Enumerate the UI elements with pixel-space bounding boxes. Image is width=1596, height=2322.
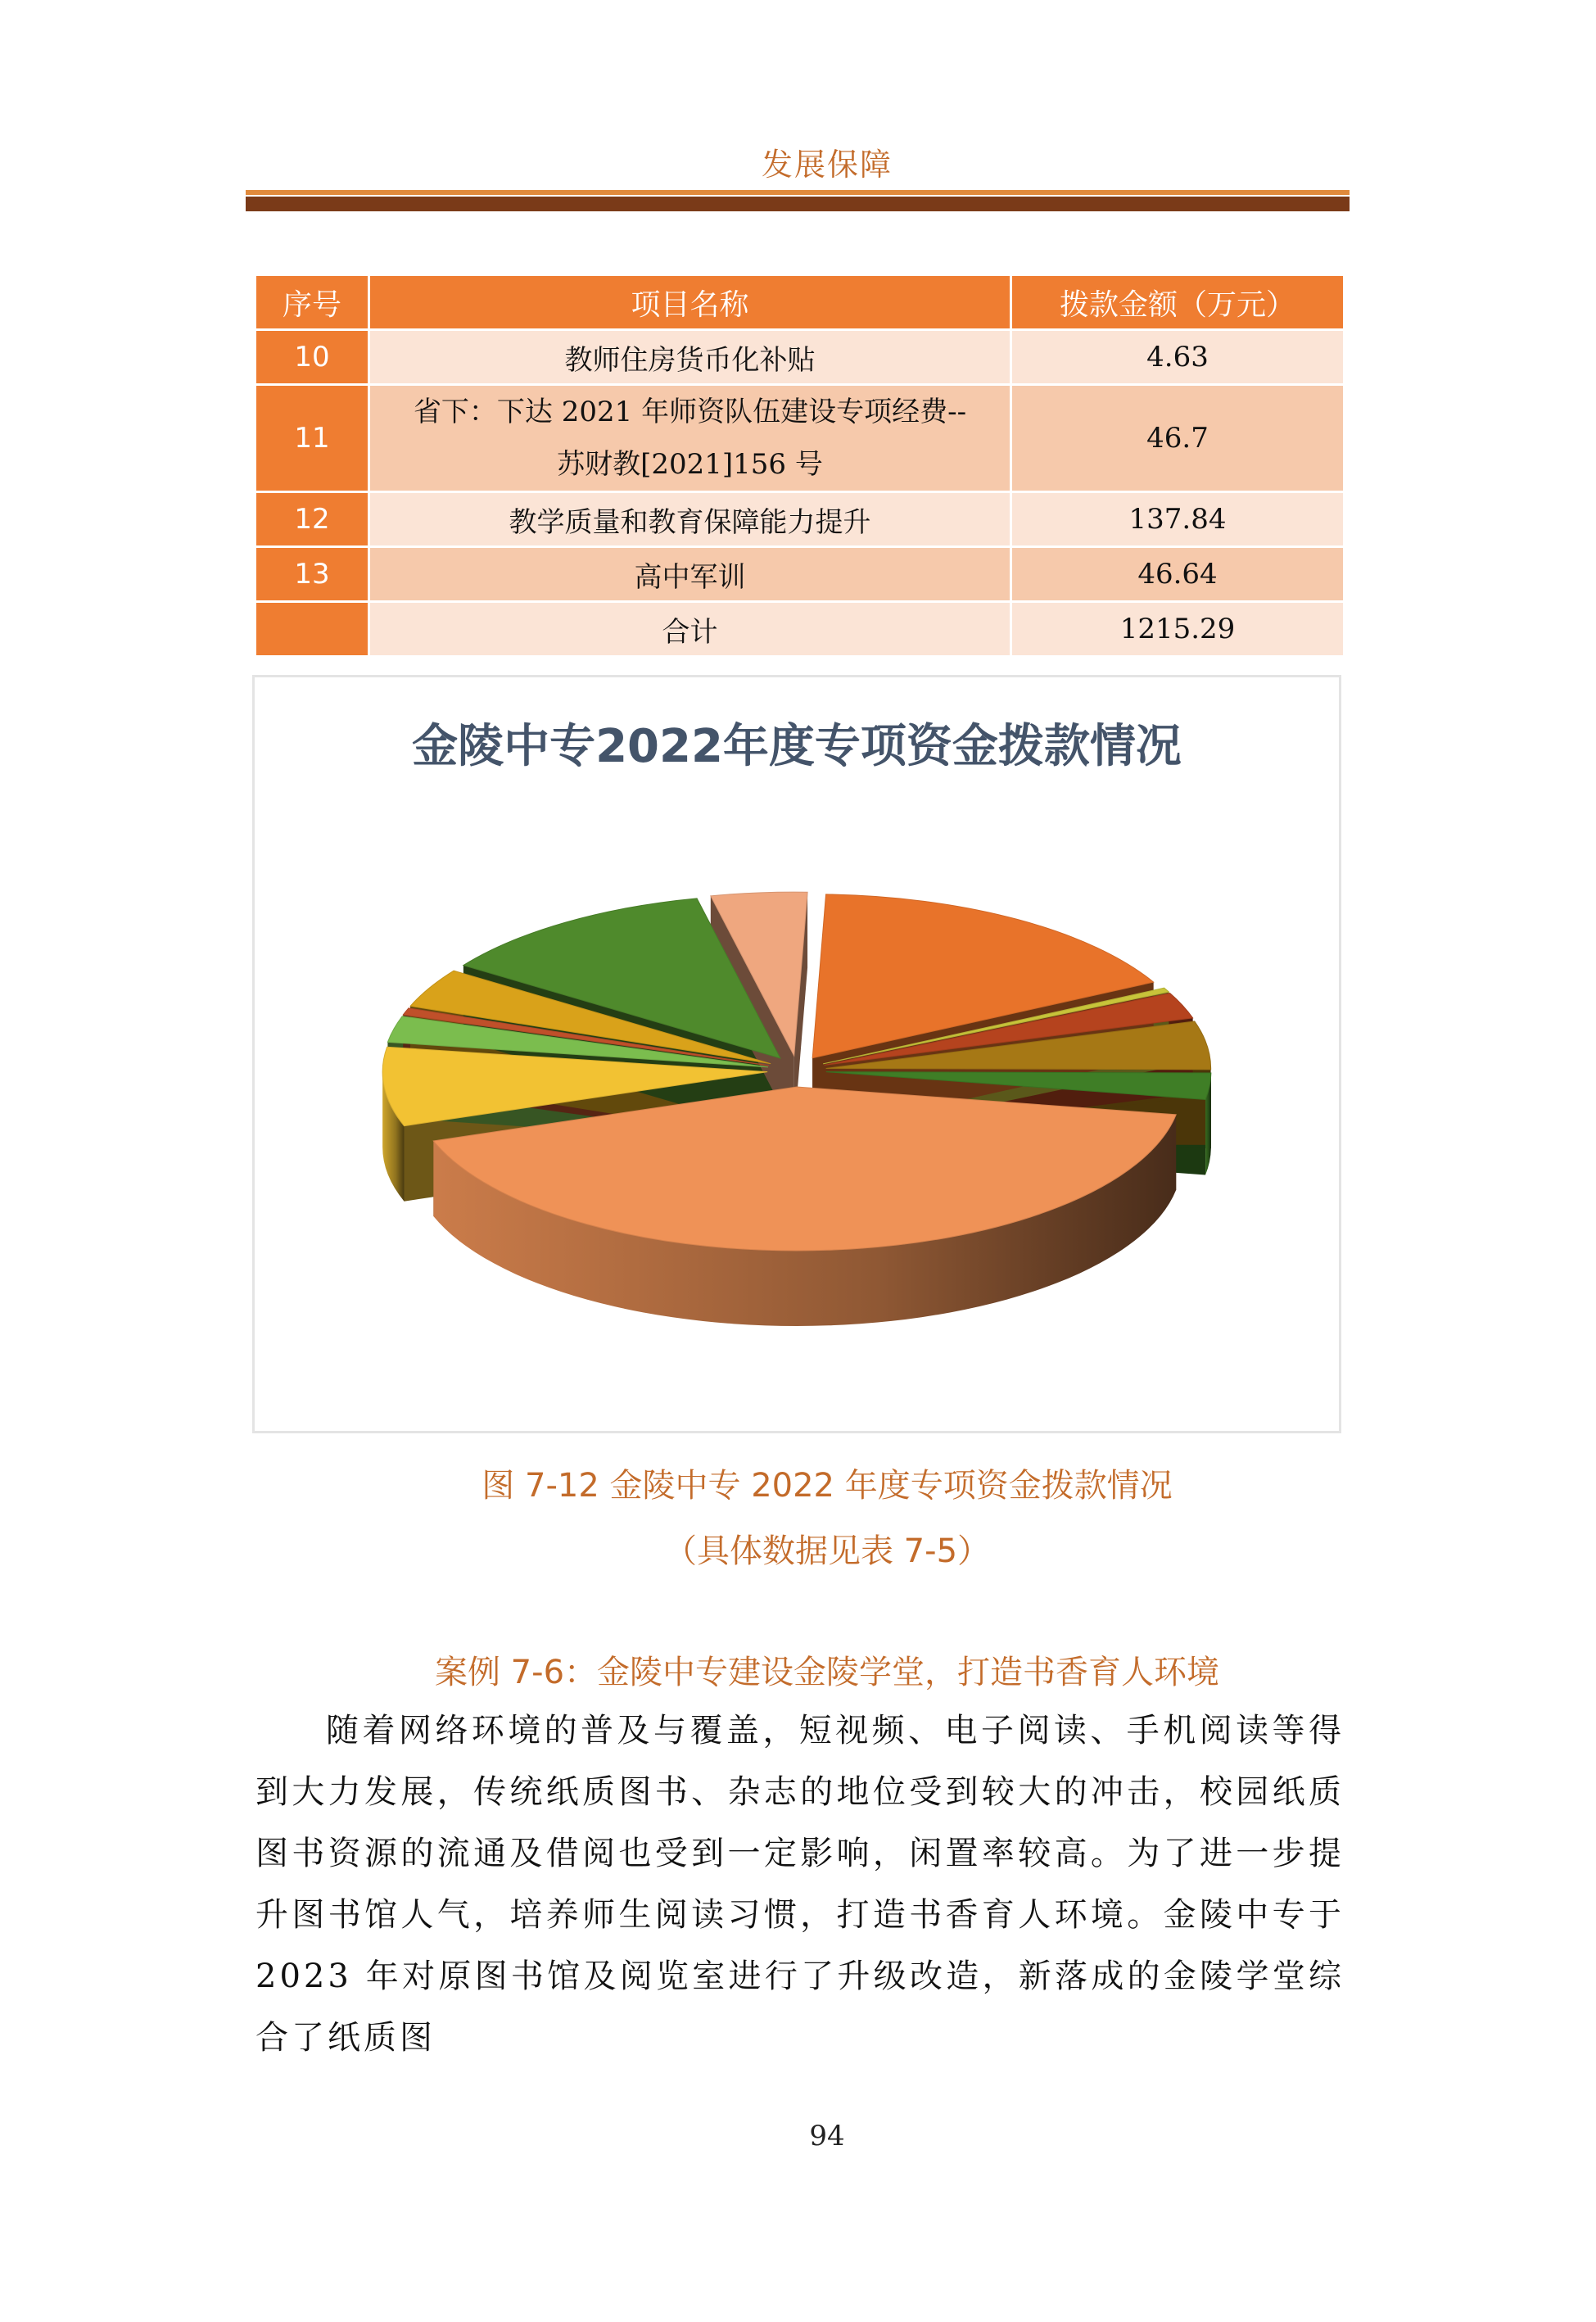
- row-name-line1: 省下：下达 2021 年师资队伍建设专项经费--: [413, 396, 967, 428]
- pie-chart: [255, 677, 1339, 1431]
- table-row: [255, 492, 1345, 547]
- figure-note: （具体数据见表 7-5）: [663, 1532, 991, 1570]
- table-row: [255, 547, 1345, 602]
- row-no: 13: [255, 547, 369, 602]
- row-name: 高中军训: [369, 547, 1011, 602]
- page-number: 94: [809, 2120, 845, 2152]
- row-name: [369, 385, 1011, 492]
- funding-table: [254, 274, 1345, 658]
- row-name: 教师住房货币化补贴: [369, 330, 1011, 385]
- row-name: 教学质量和教育保障能力提升: [369, 492, 1011, 547]
- row-no: 12: [255, 492, 369, 547]
- running-header: 发展保障: [761, 147, 893, 183]
- figure-caption: 图 7-12 金陵中专 2022 年度专项资金拨款情况: [482, 1467, 1173, 1505]
- chart-frame: [252, 675, 1341, 1433]
- row-amount: 46.64: [1011, 547, 1345, 602]
- row-amount: 46.7: [1011, 385, 1345, 492]
- row-amount: 4.63: [1011, 330, 1345, 385]
- row-name-line2: 苏财教[2021]156 号: [557, 448, 823, 481]
- header-rule: [246, 190, 1350, 195]
- col-header-no: 序号: [255, 275, 369, 330]
- row-name: 合计: [369, 602, 1011, 657]
- header-rule-thick: [246, 197, 1350, 211]
- row-amount: 137.84: [1011, 492, 1345, 547]
- row-no: 11: [255, 385, 369, 492]
- table-row: [255, 330, 1345, 385]
- row-no: 10: [255, 330, 369, 385]
- row-no: [255, 602, 369, 657]
- table-row: [255, 385, 1345, 492]
- col-header-amount: 拨款金额（万元）: [1011, 275, 1345, 330]
- table-row-total: [255, 602, 1345, 657]
- body-paragraph: 随着网络环境的普及与覆盖，短视频、电子阅读、手机阅读等得到大力发展，传统纸质图书、杂志的地位受到较大的冲击，校园纸质图书资源的流通及借阅也受到一定影响，闲置率较高。为了进一步提升图书馆人气，培养师生阅读习惯，打造书香育人环境。金陵中专于 2023 年对原图书馆及阅览室进行了升级改造，新落成的金陵学堂综合了纸质图: [255, 1712, 1345, 2057]
- col-header-name: 项目名称: [369, 275, 1011, 330]
- row-amount: 1215.29: [1011, 602, 1345, 657]
- chart-title: 金陵中专2022年度专项资金拨款情况: [412, 720, 1182, 773]
- case-title: 案例 7-6：金陵中专建设金陵学堂，打造书香育人环境: [434, 1654, 1220, 1691]
